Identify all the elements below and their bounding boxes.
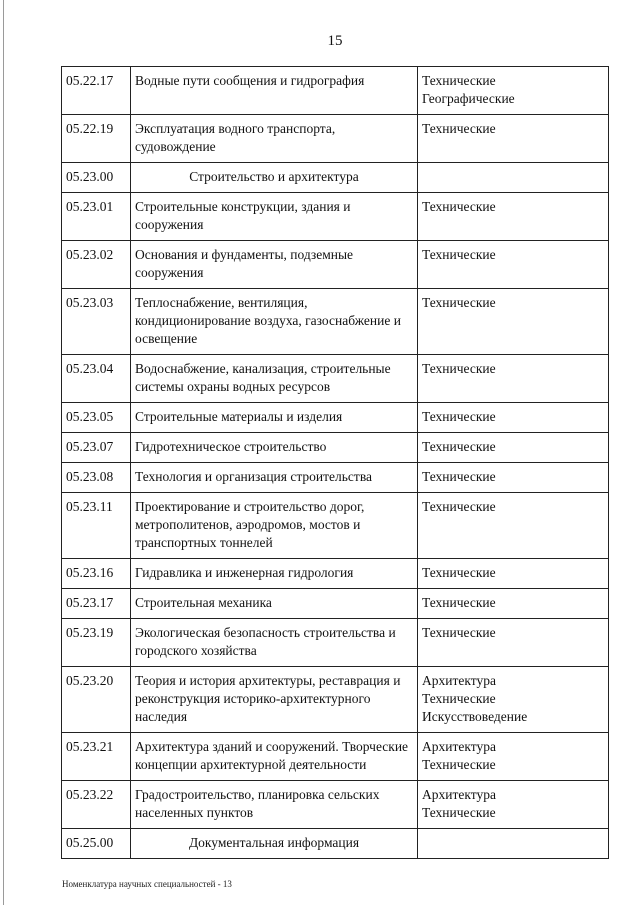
specialty-title: Теплоснабжение, вентиляция, кондиционирование воздуха, газоснабжение и освещение [131,289,418,355]
table-row [62,193,609,241]
science-field: Технические [422,469,496,484]
science-field: Искусствоведение [422,709,528,724]
specialty-code: 05.23.05 [62,403,131,433]
science-field: Технические [422,361,496,376]
science-fields [418,619,609,667]
specialty-code: 05.23.22 [62,781,131,829]
science-fields [418,403,609,433]
table-row [62,781,609,829]
science-fields [418,289,609,355]
specialty-code: 05.23.04 [62,355,131,403]
table-row [62,619,609,667]
specialty-code: 05.25.00 [62,829,131,859]
table-row [62,67,609,115]
footer-caption: Номенклатура научных специальностей - 13 [62,879,232,889]
science-fields [418,667,609,733]
science-fields [418,493,609,559]
specialty-code: 05.23.21 [62,733,131,781]
science-fields [418,193,609,241]
science-field: Технические [422,499,496,514]
table-row [62,559,609,589]
science-fields [418,163,609,193]
specialty-title: Теория и история архитектуры, реставрация и реконструкция историко-архитектурного наследия [131,667,418,733]
specialty-title: Архитектура зданий и сооружений. Творческие концепции архитектурной деятельности [131,733,418,781]
specialty-title: Строительные конструкции, здания и сооружения [131,193,418,241]
specialty-code: 05.23.19 [62,619,131,667]
table-row [62,667,609,733]
table-row [62,733,609,781]
specialty-title: Строительная механика [131,589,418,619]
science-fields [418,829,609,859]
science-field: Технические [422,247,496,262]
science-fields [418,115,609,163]
table-row [62,241,609,289]
science-field: Архитектура [422,787,496,802]
specialty-code: 05.23.17 [62,589,131,619]
science-fields [418,781,609,829]
table-row [62,433,609,463]
science-fields [418,355,609,403]
science-field: Технические [422,199,496,214]
science-fields [418,433,609,463]
science-fields [418,241,609,289]
table-row [62,463,609,493]
specialty-code: 05.22.19 [62,115,131,163]
specialty-code: 05.23.07 [62,433,131,463]
specialty-code: 05.23.08 [62,463,131,493]
specialty-code: 05.23.03 [62,289,131,355]
specialty-code: 05.23.11 [62,493,131,559]
science-field: Технические [422,439,496,454]
specialty-title: Проектирование и строительство дорог, метрополитенов, аэродромов, мостов и транспортных тоннелей [131,493,418,559]
science-field: Технические [422,409,496,424]
specialty-title: Строительство и архитектура [131,163,418,193]
table-row [62,589,609,619]
table-row [62,493,609,559]
table-row [62,829,609,859]
science-field: Архитектура [422,673,496,688]
science-fields [418,559,609,589]
specialty-title: Гидротехническое строительство [131,433,418,463]
specialty-title: Водные пути сообщения и гидрография [131,67,418,115]
specialty-title: Экологическая безопасность строительства и городского хозяйства [131,619,418,667]
science-field: Технические [422,691,496,706]
specialty-title: Технология и организация строительства [131,463,418,493]
science-fields [418,589,609,619]
specialty-title: Строительные материалы и изделия [131,403,418,433]
specialty-code: 05.23.02 [62,241,131,289]
table-row [62,115,609,163]
science-field: Технические [422,73,496,88]
specialty-code: 05.23.01 [62,193,131,241]
table-row [62,355,609,403]
specialty-code: 05.23.20 [62,667,131,733]
science-field: Технические [422,625,496,640]
science-field: Технические [422,757,496,772]
specialties-table [61,66,609,859]
science-fields [418,733,609,781]
science-field: Технические [422,805,496,820]
specialty-code: 05.23.16 [62,559,131,589]
science-field: Технические [422,295,496,310]
science-field: Технические [422,121,496,136]
specialty-title: Эксплуатация водного транспорта, судовождение [131,115,418,163]
science-field: Технические [422,565,496,580]
science-field: Архитектура [422,739,496,754]
specialty-title: Основания и фундаменты, подземные сооружения [131,241,418,289]
table-row [62,403,609,433]
table-row [62,289,609,355]
specialty-code: 05.23.00 [62,163,131,193]
specialty-title: Водоснабжение, канализация, строительные системы охраны водных ресурсов [131,355,418,403]
table-body [62,67,609,859]
science-field: Географические [422,91,515,106]
specialty-code: 05.22.17 [62,67,131,115]
page-number: 15 [327,33,343,49]
scan-left-edge [3,0,4,905]
science-field: Технические [422,595,496,610]
specialty-title: Гидравлика и инженерная гидрология [131,559,418,589]
specialty-title: Документальная информация [131,829,418,859]
specialty-title: Градостроительство, планировка сельских населенных пунктов [131,781,418,829]
science-fields [418,67,609,115]
science-fields [418,463,609,493]
table-row [62,163,609,193]
